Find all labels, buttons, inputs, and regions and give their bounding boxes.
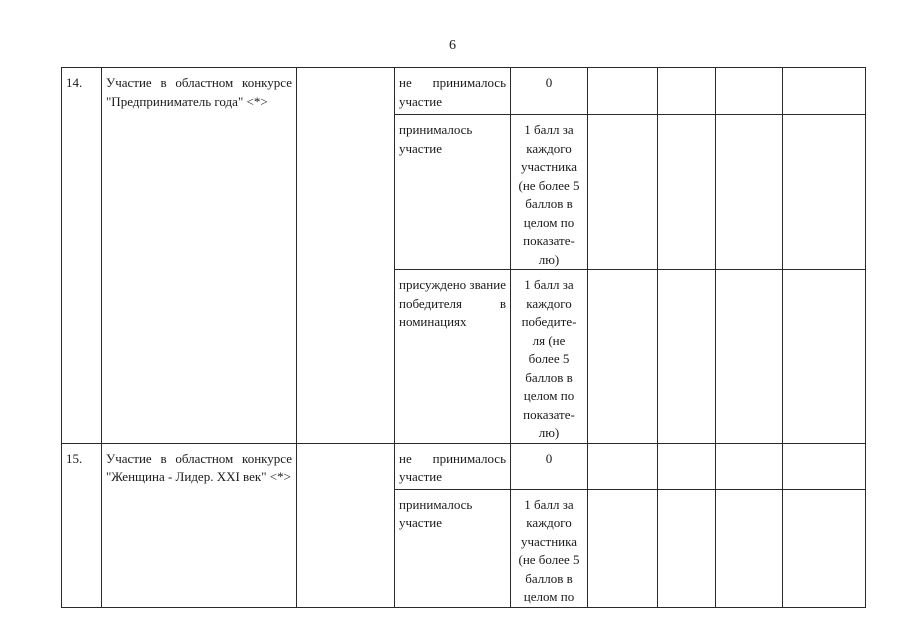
condition-cell: присуждено звание победителя в номинациях (395, 270, 511, 444)
score-cell (511, 270, 588, 444)
score-line: лю) (538, 425, 560, 440)
score-line: баллов в (525, 570, 573, 586)
score-line: (не более 5 (518, 177, 580, 193)
score-line: 1 балл за (524, 277, 574, 292)
row-number-cell: 14. (62, 68, 102, 444)
criterion-name-cell: Участие в областном конкурсе "Предприниматель года" <*> (102, 68, 297, 444)
score-line: более 5 (528, 351, 570, 366)
empty-cell (658, 489, 716, 607)
score-line: каждого (526, 515, 572, 530)
empty-cell (658, 68, 716, 115)
score-line: 1 балл за (524, 122, 574, 137)
score-line: баллов в (525, 369, 573, 385)
score-line: каждого (526, 295, 572, 311)
condition-cell: принималось участие (395, 489, 511, 607)
empty-cell (783, 68, 866, 115)
condition-cell: принималось участие (395, 115, 511, 270)
score-line: целом по (523, 388, 575, 403)
score-line: участника (520, 159, 578, 174)
score-cell (511, 443, 588, 489)
score-cell (511, 489, 588, 607)
score-line: целом по (523, 214, 575, 230)
score-line: 0 (545, 75, 553, 90)
empty-cell (588, 270, 658, 444)
empty-cell (783, 270, 866, 444)
score-line: показате- (523, 233, 575, 248)
empty-cell (588, 68, 658, 115)
score-cell (511, 115, 588, 270)
row-number-cell: 15. (62, 443, 102, 607)
empty-cell (716, 270, 783, 444)
condition-cell: не принималось участие (395, 443, 511, 489)
empty-cell (716, 115, 783, 270)
empty-cell (588, 489, 658, 607)
score-line: победите- (521, 314, 577, 329)
criterion-name-cell: Участие в областном конкурсе "Женщина - Лидер. XXI век" <*> (102, 443, 297, 607)
score-line: участника (520, 533, 578, 549)
score-line: (не более 5 (518, 552, 580, 567)
score-line: каждого (526, 140, 572, 156)
criteria-table (61, 67, 866, 608)
score-line: 0 (545, 450, 553, 466)
score-line: 1 балл за (524, 496, 574, 512)
score-line: ля (не (532, 332, 566, 348)
empty-cell (783, 443, 866, 489)
condition-cell: не принималось участие (395, 68, 511, 115)
score-line: лю) (538, 251, 560, 267)
page-number: 6 (449, 38, 456, 53)
score-cell (511, 68, 588, 115)
empty-cell (716, 68, 783, 115)
empty-cell (783, 115, 866, 270)
empty-cell (716, 443, 783, 489)
score-line: баллов в (525, 196, 573, 211)
score-line: показате- (523, 406, 575, 422)
empty-cell (297, 443, 395, 607)
score-line: целом по (523, 589, 575, 604)
empty-cell (716, 489, 783, 607)
table-row (62, 443, 866, 489)
empty-cell (658, 443, 716, 489)
empty-cell (658, 115, 716, 270)
empty-cell (658, 270, 716, 444)
table-row (62, 68, 866, 115)
empty-cell (297, 68, 395, 444)
empty-cell (783, 489, 866, 607)
empty-cell (588, 115, 658, 270)
empty-cell (588, 443, 658, 489)
